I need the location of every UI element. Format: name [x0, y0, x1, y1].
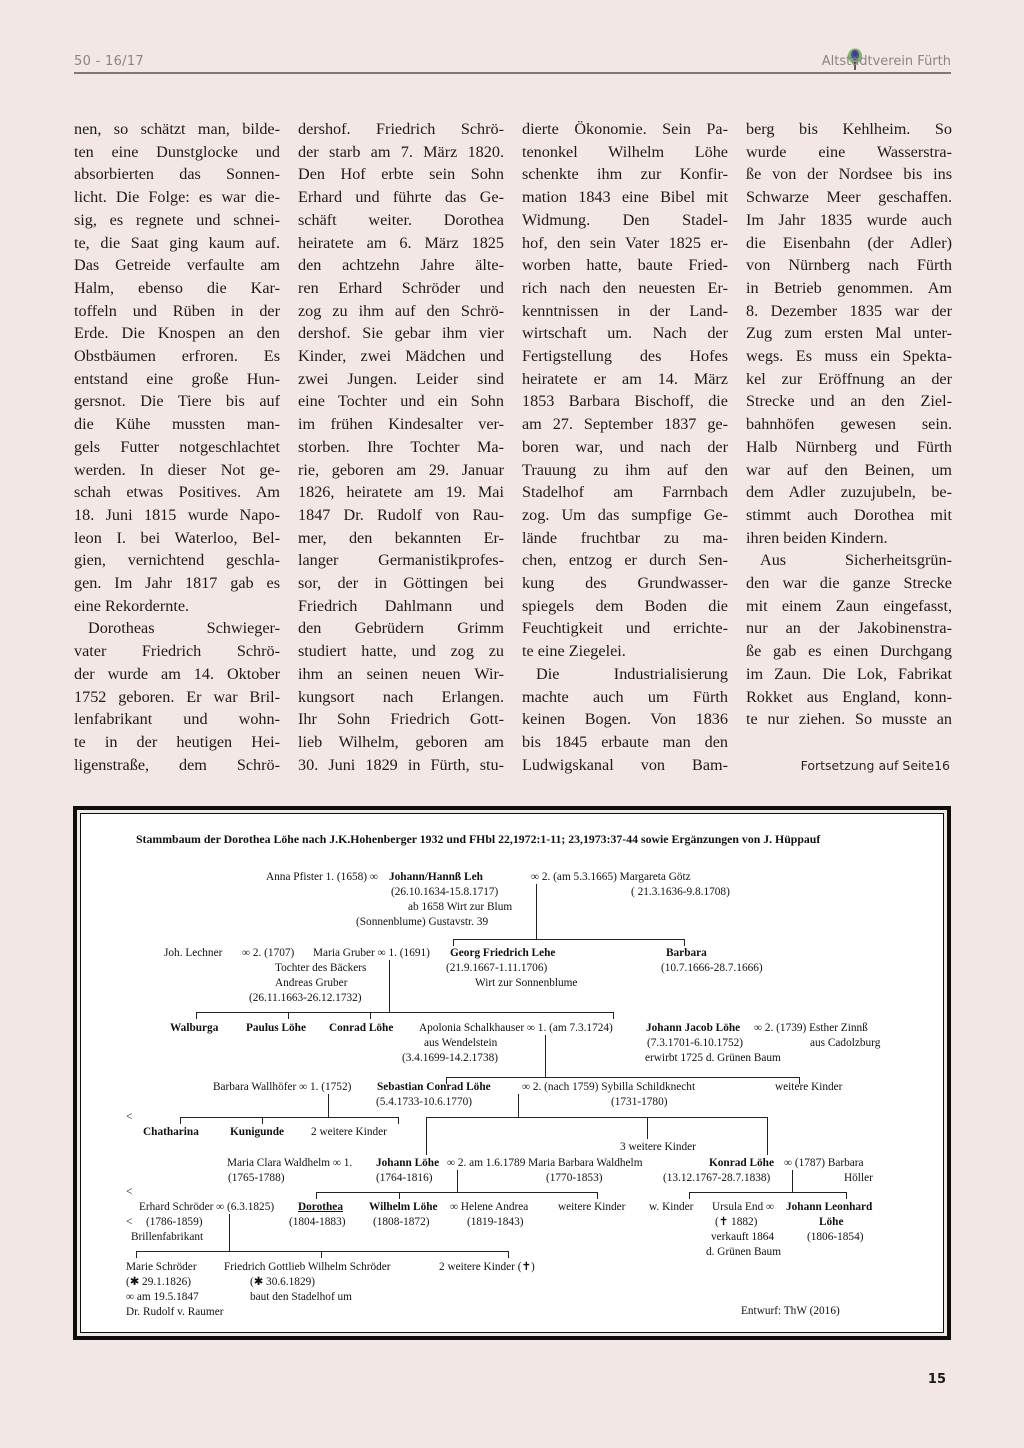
article-line: lenfabrikant und wohn- — [74, 710, 280, 729]
article-line: der starb am 7. März 1820. — [298, 142, 504, 161]
gen1-note1: ab 1658 Wirt zur Blum — [408, 901, 513, 913]
page-number: 15 — [927, 1372, 946, 1387]
article-line: sig, es regnete und schnei- — [74, 210, 280, 229]
article-line: im frühen Kindesalter ver- — [298, 415, 504, 434]
article-line: berg bis Kehlheim. So — [746, 120, 952, 138]
gen6-wilhelm: Wilhelm Löhe — [369, 1201, 438, 1213]
article-line: lieb Wilhelm, geboren am — [298, 732, 504, 751]
gen6-wilhelm-marriage: ∞ Helene Andrea — [450, 1201, 529, 1213]
article-line: zog zu ihm auf den Schrö- — [298, 301, 504, 320]
issue-number: 50 - 16/17 — [74, 54, 144, 69]
publisher-name: Altstadtverein Fürth — [821, 54, 951, 69]
article-line: Strecke und an den Ziel- — [746, 392, 952, 411]
article-line: worben hatte, baute Fried- — [522, 256, 728, 275]
gen6-wilhelm-dates: (1808-1872) — [373, 1216, 430, 1228]
gen6-erhard: Erhard Schröder ∞ (6.3.1825) — [139, 1201, 275, 1213]
article-line: Friedrich Dahlmann und — [298, 596, 504, 615]
article-line: war auf den Beinen, um — [746, 460, 952, 479]
gen1-note2: (Sonnenblume) Gustavstr. 39 — [356, 916, 489, 928]
gen7-friedrich: Friedrich Gottlieb Wilhelm Schröder — [224, 1261, 391, 1273]
gen6-arrow1: < — [126, 1186, 133, 1198]
gen6-leonhard-line2: Löhe — [819, 1216, 844, 1228]
article-line: den war die ganze Strecke — [746, 574, 952, 593]
article-line: Im Jahr 1835 wurde auch — [746, 210, 952, 229]
gen1-spouse2-dates: ( 21.3.1636-9.8.1708) — [631, 886, 730, 898]
article-line: Halm, ebenso die Kar- — [74, 278, 280, 297]
article-line: te eine Ziegelei. — [522, 642, 626, 661]
article-line: dershof. Sie gebar ihm vier — [298, 324, 504, 343]
gen2-marriage2: ∞ 2. (1707) — [242, 947, 295, 959]
article-line: spiegels dem Boden die — [522, 596, 728, 615]
article-line: Widmung. Den Stadel- — [522, 210, 728, 229]
article-line: dershof. Friedrich Schrö- — [298, 120, 504, 138]
gen6-erhard-note: Brillenfabrikant — [131, 1231, 204, 1243]
article-line: 1826, heiratete am 19. Mai — [298, 483, 504, 502]
gen3-person-note: erwirbt 1725 d. Grünen Baum — [645, 1052, 781, 1064]
gen3-spouse2: ∞ 2. (1739) Esther Zinnß — [754, 1022, 868, 1034]
article-line: 30. Juni 1829 in Fürth, stu- — [298, 755, 504, 774]
article-line: Feuchtigkeit und errichte- — [522, 619, 728, 638]
gen5a-more: 2 weitere Kinder — [311, 1126, 387, 1138]
gen3-person: Johann Jacob Löhe — [646, 1022, 741, 1034]
article-line: bis 1845 erbaute man den — [522, 732, 728, 751]
article-line: ten eine Dunstglocke und — [74, 142, 280, 161]
article-line: am 27. September 1837 ge- — [522, 415, 728, 434]
gen3-apolonia-dates: (3.4.1699-14.2.1738) — [402, 1052, 499, 1064]
article-line: im Zaun. Die Lok, Fabrikat — [746, 664, 952, 683]
article-line: mit einem Zaun eingefasst, — [746, 596, 952, 615]
gen6-leonhard-dates: (1806-1854) — [807, 1231, 864, 1243]
article-line: der wurde am 14. Oktober — [74, 664, 280, 683]
article-line: 1853 Barbara Bischoff, die — [522, 392, 728, 411]
article-line: lände fruchtbar zu ma- — [522, 528, 728, 547]
article-line: schenkte ihm zur Konfir- — [522, 165, 728, 184]
article-line: Zug zum ersten Mal unter- — [746, 324, 952, 343]
article-line: te, die Saat ging kaum auf. — [74, 233, 280, 252]
gen6-arrow2: < — [126, 1216, 133, 1228]
article-line: storben. Ihre Tochter Ma- — [298, 437, 504, 456]
article-line: von Nürnberg nach Fürth — [746, 256, 952, 275]
article-line: gen. Im Jahr 1817 gab es — [74, 574, 280, 593]
article-line: Obstbäumen erfroren. Es — [74, 347, 280, 366]
gen2-sibling: Barbara — [666, 947, 707, 959]
gen2-note: Wirt zur Sonnenblume — [475, 977, 578, 989]
gen5-person-dates: (1764-1816) — [376, 1172, 433, 1184]
article-line: stimmt auch Dorothea mit — [746, 505, 952, 524]
article-line: nur an der Jakobinenstra- — [746, 619, 952, 638]
article-line: werden. In dieser Not ge- — [74, 460, 280, 479]
article-line: Stadelhof am Farrnbach — [522, 483, 728, 502]
article-line: absorbierten das Sonnen- — [74, 165, 280, 184]
article-line: die Kühe mussten man- — [74, 415, 280, 434]
article-line: 18. Juni 1815 wurde Napo- — [74, 505, 280, 524]
article-line: eine Rekordernte. — [74, 596, 190, 615]
article-line: toffeln und Rüben in der — [74, 301, 280, 320]
article-line: leon I. bei Waterloo, Bel- — [74, 528, 280, 547]
article-line: Dorotheas Schwieger- — [88, 619, 280, 638]
article-line: Ihr Sohn Friedrich Gott- — [298, 710, 504, 729]
article-line: 1752 geboren. Er war Bril- — [74, 687, 280, 706]
article-line: entstand eine große Hun- — [74, 369, 280, 388]
gen6-ursula-death: (✝ 1882) — [715, 1216, 758, 1228]
gen4-spouse2-dates: (1731-1780) — [611, 1096, 668, 1108]
article-line: Kinder, zwei Mädchen und — [298, 347, 504, 366]
article-line: Schwarze Meer geschaffen. — [746, 188, 952, 207]
gen5-konrad-marriage: ∞ (1787) Barbara — [784, 1157, 864, 1169]
gen5a-child-chatharina: Chatharina — [143, 1126, 199, 1138]
gen6-w-kinder: w. Kinder — [649, 1201, 694, 1213]
article-line: studiert hatte, und zog zu — [298, 642, 504, 661]
article-line: Halb Nürnberg und Fürth — [746, 437, 952, 456]
gen3-person-dates: (7.3.1701-6.10.1752) — [647, 1037, 744, 1049]
article-line: keinen Bogen. Von 1836 — [522, 710, 728, 729]
gen1-dates: (26.10.1634-15.8.1717) — [391, 886, 499, 898]
article-line: wurde eine Wasserstra- — [746, 142, 952, 161]
gen7-marie-birth: (✱ 29.1.1826) — [126, 1276, 192, 1288]
gen5-spouse2-dates: (1770-1853) — [546, 1172, 603, 1184]
article-line: heiratete am 6. März 1825 — [298, 233, 504, 252]
gen6-helene-dates: (1819-1843) — [467, 1216, 524, 1228]
article-line: dierte Ökonomie. Sein Pa- — [522, 120, 728, 138]
gen7-friedrich-birth: (✱ 30.6.1829) — [250, 1276, 316, 1288]
article-line: te nur ziehen. So musste an — [746, 710, 952, 729]
article-line: Die Industrialisierung — [536, 664, 728, 683]
article-line: machte auch um Fürth — [522, 687, 728, 706]
gen5a-child-kunigunde: Kunigunde — [230, 1126, 285, 1138]
article-line: vater Friedrich Schrö- — [74, 642, 280, 661]
article-line: ße gab es einen Durchgang — [746, 642, 952, 661]
gen2-dates: (21.9.1667-1.11.1706) — [446, 962, 548, 974]
gen5-konrad: Konrad Löhe — [709, 1157, 774, 1169]
article-line: Den Hof erbte sein Sohn — [298, 165, 504, 184]
article-line: licht. Die Folge: es war die- — [74, 188, 280, 207]
gen6-erhard-dates: (1786-1859) — [146, 1216, 203, 1228]
gen6-dorothea: Dorothea — [298, 1201, 343, 1213]
article-line: schäft weiter. Dorothea — [298, 210, 504, 229]
gen6-ursula-note1: verkauft 1864 — [711, 1231, 775, 1243]
gen3-child-walburga: Walburga — [170, 1022, 219, 1034]
article-line: mation 1843 eine Bibel mit — [522, 188, 728, 207]
gen2-maria-dates: (26.11.1663-26.12.1732) — [249, 992, 362, 1004]
gen4-person: Sebastian Conrad Löhe — [377, 1081, 491, 1093]
article-line: eine Tochter und ein Sohn — [298, 392, 504, 411]
gen6-ursula: Ursula End ∞ — [712, 1201, 775, 1213]
gen2-maria: Maria Gruber ∞ 1. (1691) — [313, 947, 430, 959]
article-line: Ludwigskanal von Bam- — [522, 755, 728, 774]
article-line: kungsort nach Erlangen. — [298, 687, 504, 706]
gen4-spouse1: Barbara Wallhöfer ∞ 1. (1752) — [213, 1081, 352, 1093]
gen6-dorothea-dates: (1804-1883) — [289, 1216, 346, 1228]
continuation-note: Fortsetzung auf Seite16 — [800, 758, 950, 773]
gen5-konrad-spouse-line2: Höller — [844, 1172, 873, 1184]
draft-credit: Entwurf: ThW (2016) — [741, 1305, 840, 1317]
gen2-lechner: Joh. Lechner — [164, 947, 223, 959]
gen3-spouse2-note: aus Cadolzburg — [810, 1037, 881, 1049]
article-line: rie, geboren am 29. Januar — [298, 460, 504, 479]
gen7-friedrich-note: baut den Stadelhof um — [250, 1291, 352, 1303]
article-line: die Eisenbahn (der Adler) — [746, 233, 952, 252]
gen4-others: weitere Kinder — [775, 1081, 843, 1093]
gen2-person: Georg Friedrich Lehe — [450, 947, 556, 959]
gen1-spouse1: Anna Pfister 1. (1658) ∞ — [266, 871, 378, 883]
article-line: wirtschaft um. Nach der — [522, 324, 728, 343]
article-line: 1847 Dr. Rudolf von Rau- — [298, 505, 504, 524]
article-line: gien, vernichtend geschla- — [74, 551, 280, 570]
article-line: chen, entzog er durch Sen- — [522, 551, 728, 570]
article-line: Rokket aus England, konn- — [746, 687, 952, 706]
article-line: heiratete er am 14. März — [522, 369, 728, 388]
article-line: boren war, und nach der — [522, 437, 728, 456]
article-line: kung des Grundwasser- — [522, 574, 728, 593]
gen5-three-more: 3 weitere Kinder — [620, 1141, 696, 1153]
article-line: Erde. Die Knospen an den — [74, 324, 280, 343]
gen6-others: weitere Kinder — [558, 1201, 626, 1213]
article-line: ren Erhard Schröder und — [298, 278, 504, 297]
article-line: Fertigstellung des Hofes — [522, 347, 728, 366]
article-line: ße von der Nordsee bis ins — [746, 165, 952, 184]
gen5a-arrow: < — [126, 1111, 133, 1123]
gen7-marie-spouse: Dr. Rudolf v. Raumer — [126, 1306, 224, 1318]
article-line: ligenstraße, dem Schrö- — [74, 755, 280, 774]
gen7-more: 2 weitere Kinder (✝) — [439, 1261, 535, 1273]
gen6-ursula-note2: d. Grünen Baum — [706, 1246, 781, 1258]
gen7-marie-marriage: ∞ am 19.5.1847 — [126, 1291, 199, 1303]
gen7-marie: Marie Schröder — [126, 1261, 197, 1273]
gen4-person-dates: (5.4.1733-10.6.1770) — [376, 1096, 473, 1108]
article-line: kel zur Eröffnung an der — [746, 369, 952, 388]
article-line: tenonkel Wilhelm Löhe — [522, 142, 728, 161]
article-line: hof, den sein Vater 1825 er- — [522, 233, 728, 252]
gen1-person: Johann/Hannß Leh — [389, 871, 483, 883]
article-line: bahnhöfen gewesen sein. — [746, 415, 952, 434]
article-line: in Betrieb genommen. Am — [746, 278, 952, 297]
tree-title: Stammbaum der Dorothea Löhe nach J.K.Hohenberger 1932 und FHbl 22,1972:1-11; 23,1973:37-44 sowie Ergänzungen von J. Hüppauf — [136, 832, 821, 846]
article-line: den Gebrüdern Grimm — [298, 619, 504, 638]
gen5-spouse2: ∞ 2. am 1.6.1789 Maria Barbara Waldhelm — [447, 1157, 643, 1169]
gen3-child-paulus: Paulus Löhe — [246, 1022, 306, 1034]
article-line: mer, den bekannten Er- — [298, 528, 504, 547]
gen5-spouse1: Maria Clara Waldhelm ∞ 1. — [227, 1157, 353, 1169]
article-line: ihm an seinen neuen Wir- — [298, 664, 504, 683]
article-line: Das Getreide verfaulte am — [74, 256, 280, 275]
article-line: Aus Sicherheitsgrün- — [760, 551, 952, 570]
article-line: ihren beiden Kindern. — [746, 528, 888, 547]
article-line: zog. Um das sumpfige Ge- — [522, 505, 728, 524]
gen3-child-conrad: Conrad Löhe — [329, 1022, 394, 1034]
gen5-konrad-dates: (13.12.1767-28.7.1838) — [663, 1172, 771, 1184]
gen2-maria-note2: Andreas Gruber — [275, 977, 348, 989]
article-line: gersnot. Die Tiere bis auf — [74, 392, 280, 411]
article-line: den achtzehn Jahre älte- — [298, 256, 504, 275]
article-line: kenntnissen in der Land- — [522, 301, 728, 320]
article-line: schah etwas Positives. Am — [74, 483, 280, 502]
article-line: sor, der in Göttingen bei — [298, 574, 504, 593]
article-line: te in der heutigen Hei- — [74, 732, 280, 751]
gen2-sibling-dates: (10.7.1666-28.7.1666) — [661, 962, 763, 974]
article-line: nen, so schätzt man, bilde- — [74, 120, 280, 138]
article-line: rich nach den neuesten Er- — [522, 278, 728, 297]
gen4-spouse2: ∞ 2. (nach 1759) Sybilla Schildknecht — [522, 1081, 696, 1093]
article-line: langer Germanistikprofes- — [298, 551, 504, 570]
gen5-spouse1-dates: (1765-1788) — [228, 1172, 285, 1184]
article-line: 8. Dezember 1835 war der — [746, 301, 952, 320]
gen5-person: Johann Löhe — [376, 1157, 440, 1169]
article-line: gels Futter notgeschlachtet — [74, 437, 280, 456]
article-line: zwei Jungen. Leider sind — [298, 369, 504, 388]
article-line: Trauung zu ihm auf den — [522, 460, 728, 479]
article-line: Erhard und führte das Ge- — [298, 188, 504, 207]
article-line: wegs. Es muss ein Spekta- — [746, 347, 952, 366]
gen2-maria-note1: Tochter des Bäckers — [275, 962, 367, 974]
article-line: dem Adler zuzujubeln, be- — [746, 483, 952, 502]
gen6-leonhard-line1: Johann Leonhard — [786, 1201, 873, 1213]
gen3-apolonia-note: aus Wendelstein — [424, 1037, 498, 1049]
gen1-spouse2: ∞ 2. (am 5.3.1665) Margareta Götz — [531, 871, 691, 883]
gen3-apolonia: Apolonia Schalkhauser ∞ 1. (am 7.3.1724) — [419, 1022, 613, 1034]
